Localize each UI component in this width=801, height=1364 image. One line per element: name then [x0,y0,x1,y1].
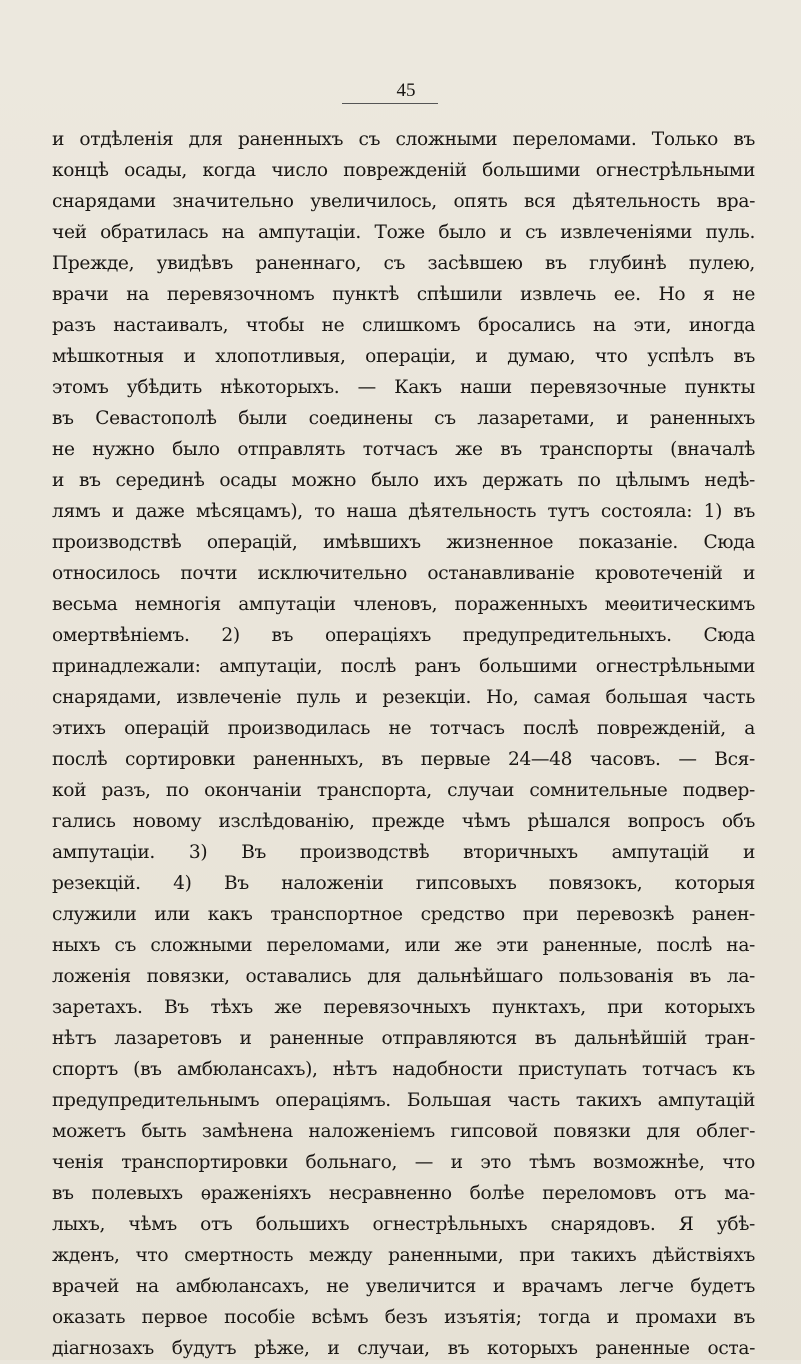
text-line: и отдѣленія для раненныхъ съ сложными переломами. Только въ [52,129,755,150]
text-line: весьма немногія ампутаціи членовъ, пораженныхъ меѳитическимъ [52,594,755,615]
text-line: чей обратилась на ампутаціи. Тоже было и съ извлеченіями пуль. [52,222,755,243]
text-line: этомъ убѣдить нѣкоторыхъ. — Какъ наши перевязочные пункты [52,377,755,398]
text-line: мѣшкотныя и хлопотливыя, операціи, и думаю, что успѣлъ въ [52,346,755,367]
page-number: 45 [396,80,416,101]
text-line: снарядами, извлеченіе пуль и резекціи. Но, самая большая часть [52,687,755,708]
text-line: лямъ и даже мѣсяцамъ), то наша дѣятельность тутъ состояла: 1) въ [52,501,755,522]
text-line: ченія транспортировки больнаго, — и это тѣмъ возможнѣе, что [52,1152,755,1173]
text-line: спортъ (въ амбюлансахъ), нѣтъ надобности приступать тотчасъ къ [52,1059,755,1080]
text-line: принадлежали: ампутаціи, послѣ ранъ большими огнестрѣльными [52,656,755,677]
text-line: врачи на перевязочномъ пунктѣ спѣшили извлечь ее. Но я не [52,284,755,305]
body-text [52,124,755,1364]
text-line: предупредительнымъ операціямъ. Большая часть такихъ ампутацій [52,1090,755,1111]
text-line: оказать первое пособіе всѣмъ безъ изъятія; тогда и промахи въ [52,1307,755,1328]
page-number-rule [342,103,438,104]
text-line: резекцій. 4) Въ наложеніи гипсовыхъ повязокъ, которыя [52,873,755,894]
text-line: не нужно было отправлять тотчасъ же въ транспорты (вначалѣ [52,439,755,460]
text-line: производствѣ операцій, имѣвшихъ жизненное показаніе. Сюда [52,532,755,553]
text-line: служили или какъ транспортное средство при перевозкѣ ранен- [52,904,755,925]
text-line: въ полевыхъ ѳраженіяхъ несравненно болѣе переломовъ отъ ма- [52,1183,755,1204]
text-line: разъ настаивалъ, чтобы не слишкомъ бросались на эти, иногда [52,315,755,336]
text-line: ложенія повязки, оставались для дальнѣйшаго пользованія въ ла- [52,966,755,987]
text-line: заретахъ. Въ тѣхъ же перевязочныхъ пунктахъ, при которыхъ [52,997,755,1018]
text-line: омертвѣніемъ. 2) въ операціяхъ предупредительныхъ. Сюда [52,625,755,646]
text-line: можетъ быть замѣнена наложеніемъ гипсовой повязки для облег- [52,1121,755,1142]
text-line: нѣтъ лазаретовъ и раненные отправляются въ дальнѣйшій тран- [52,1028,755,1049]
text-line: гались новому изслѣдованію, прежде чѣмъ рѣшался вопросъ объ [52,811,755,832]
text-line: ныхъ съ сложными переломами, или же эти раненные, послѣ на- [52,935,755,956]
text-line: концѣ осады, когда число поврежденій большими огнестрѣльными [52,160,755,181]
text-line: относилось почти исключительно останавливаніе кровотеченій и [52,563,755,584]
text-line: врачей на амбюлансахъ, не увеличится и врачамъ легче будетъ [52,1276,755,1297]
text-line: діагнозахъ будутъ рѣже, и случаи, въ которыхъ раненные оста- [52,1338,755,1359]
text-line: ампутаціи. 3) Въ производствѣ вторичныхъ ампутацій и [52,842,755,863]
text-line: Прежде, увидѣвъ раненнаго, съ засѣвшею въ глубинѣ пулею, [52,253,755,274]
text-line: жденъ, что смертность между раненными, при такихъ дѣйствіяхъ [52,1245,755,1266]
text-line: снарядами значительно увеличилось, опять вся дѣятельность вра- [52,191,755,212]
text-line: послѣ сортировки раненныхъ, въ первые 24—48 часовъ. — Вся- [52,749,755,770]
text-line: этихъ операцій производилась не тотчасъ послѣ поврежденій, а [52,718,755,739]
text-line: кой разъ, по окончаніи транспорта, случаи сомнительные подвер- [52,780,755,801]
text-line: въ Севастополѣ были соединены съ лазаретами, и раненныхъ [52,408,755,429]
text-line: лыхъ, чѣмъ отъ большихъ огнестрѣльныхъ снарядовъ. Я убѣ- [52,1214,755,1235]
text-line: и въ серединѣ осады можно было ихъ держать по цѣлымъ недѣ- [52,470,755,491]
